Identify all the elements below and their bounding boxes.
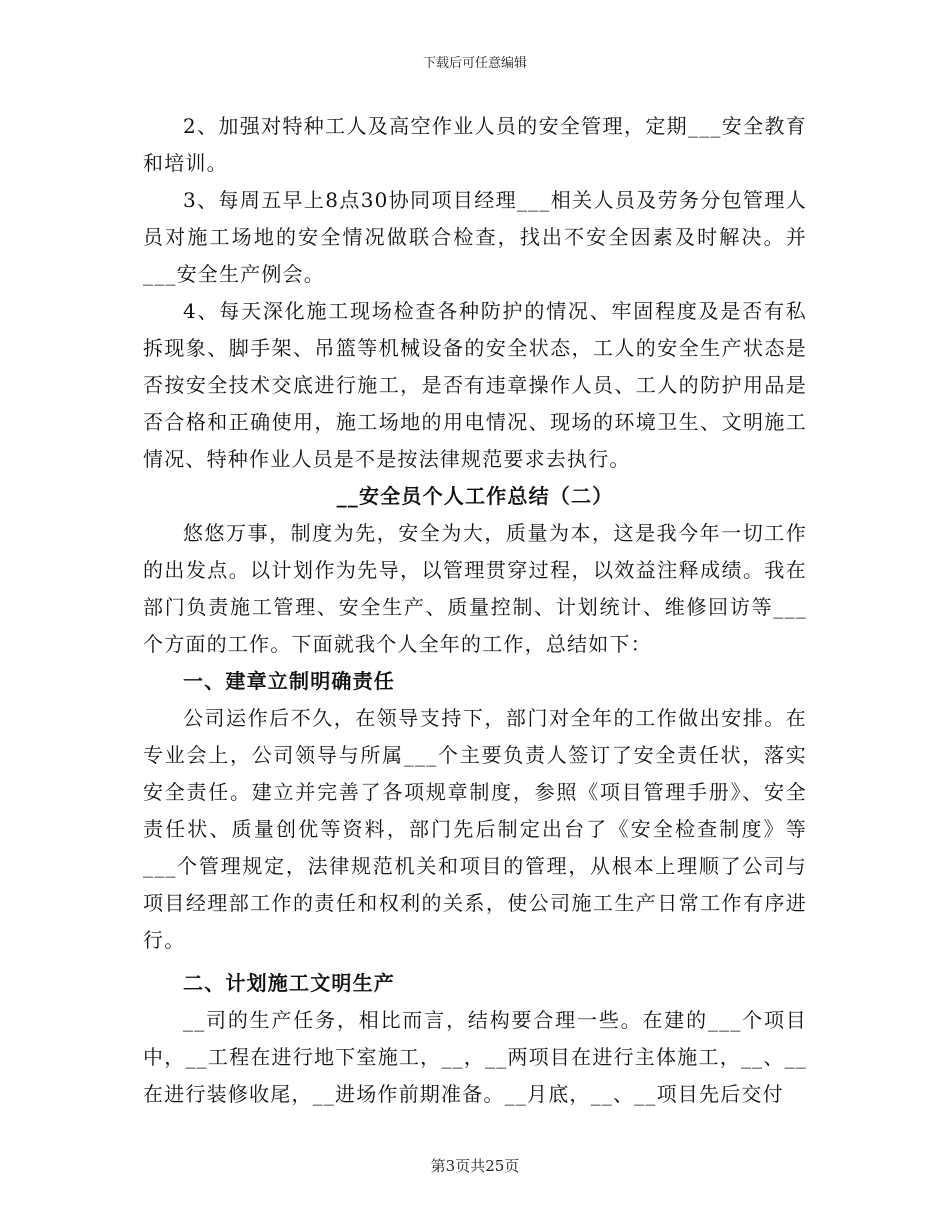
section-heading-1: 一、建章立制明确责任 bbox=[183, 669, 395, 693]
document-body bbox=[143, 108, 807, 1113]
page-header: 下载后可任意编辑 bbox=[422, 56, 527, 71]
section-body-1: 公司运作后不久，在领导支持下，部门对全年的工作做出安排。在专业会上，公司领导与所属___个主要负责人签订了安全责任状，落实安全责任。建立并完善了各项规章制度，参照《项目管理手册》、安全责任状、质量创优等资料，部门先后制定出台了《安全检查制度》等___个管理规定，法律规范机关和项目的管理，从根本上理顺了公司与项目经理部工作的责任和权利的关系，使公司施工生产日常工作有序进行。 bbox=[143, 706, 807, 952]
paragraph-item-4: 4、每天深化施工现场检查各种防护的情况、牢固程度及是否有私拆现象、脚手架、吊篮等机械设备的安全状态，工人的安全生产状态是否按安全技术交底进行施工，是否有违章操作人员、工人的防护用品是否合格和正确使用，施工场地的用电情况、现场的环境卫生、文明施工情况、特种作业人员是不是按法律规范要求去执行。 bbox=[143, 299, 807, 471]
section-title: __安全员个人工作总结（二） bbox=[336, 484, 614, 508]
paragraph-item-3: 3、每周五早上8点30协同项目经理___相关人员及劳务分包管理人员对施工场地的安全情况做联合检查，找出不安全因素及时解决。并___安全生产例会。 bbox=[143, 188, 807, 286]
page-footer: 第3页共25页 bbox=[430, 1157, 520, 1175]
section-heading-2: 二、计划施工文明生产 bbox=[183, 971, 395, 995]
intro-paragraph: 悠悠万事，制度为先，安全为大，质量为本，这是我今年一切工作的出发点。以计划作为先导，以管理贯穿过程，以效益注释成绩。我在部门负责施工管理、安全生产、质量控制、计划统计、维修回访等___个方面的工作。下面就我个人全年的工作，总结如下： bbox=[143, 521, 807, 656]
paragraph-item-2: 2、加强对特种工人及高空作业人员的安全管理，定期___安全教育和培训。 bbox=[143, 114, 807, 175]
section-body-2: __司的生产任务，相比而言，结构要合理一些。在建的___个项目中，__工程在进行地下室施工，__，__两项目在进行主体施工，__、__在进行装修收尾，__进场作前期准备。__月底，__、__项目先后交付 bbox=[143, 1008, 807, 1106]
